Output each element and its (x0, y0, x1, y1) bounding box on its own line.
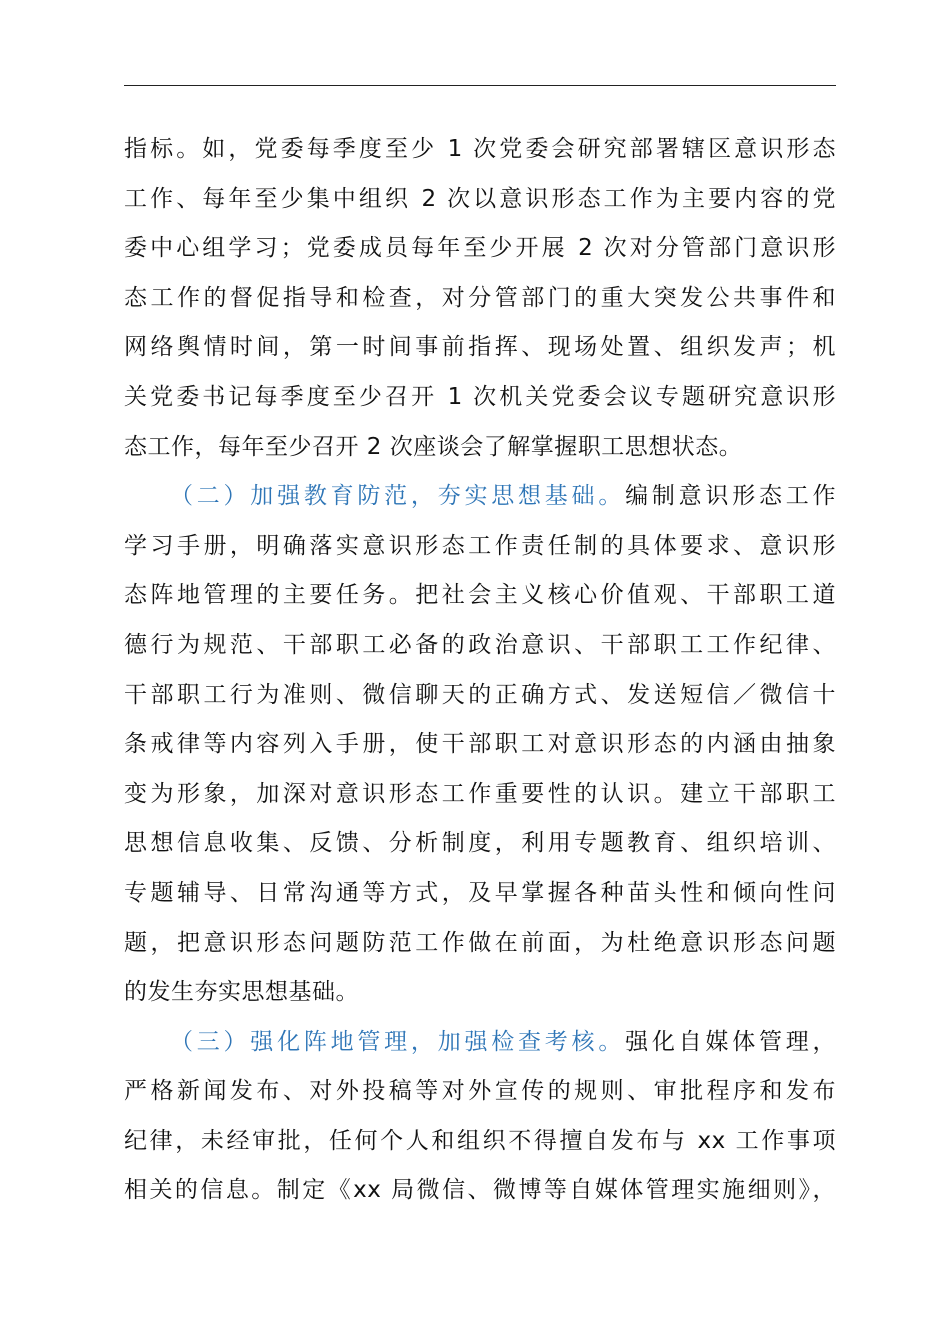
text-line: 学习手册，明确落实意识形态工作责任制的具体要求、意识形 (124, 532, 836, 559)
text-line: 委中心组学习；党委成员每年至少开展 2 次对分管部门意识形 (124, 235, 836, 262)
text-line: 专题辅导、日常沟通等方式，及早掌握各种苗头性和倾向性问 (124, 879, 836, 906)
text-line: 相关的信息。制定《xx 局微信、微博等自媒体管理实施细则》， (124, 1177, 836, 1204)
text-line: 态工作，每年至少召开 2 次座谈会了解掌握职工思想状态。 (124, 433, 743, 460)
text-line: 思想信息收集、反馈、分析制度，利用专题教育、组织培训、 (124, 830, 836, 857)
text-line: 变为形象，加深对意识形态工作重要性的认识。建立干部职工 (124, 780, 836, 807)
text-line: 态阵地管理的主要任务。把社会主义核心价值观、干部职工道 (124, 582, 836, 609)
paragraph-1 (124, 125, 836, 472)
text-line: 网络舆情时间，第一时间事前指挥、现场处置、组织发声；机 (124, 334, 836, 361)
text-line: 干部职工行为准则、微信聊天的正确方式、发送短信／微信十 (124, 681, 836, 708)
text-line: 工作、每年至少集中组织 2 次以意识形态工作为主要内容的党 (124, 185, 836, 212)
text-run: 编制意识形态工作 (625, 483, 837, 510)
header-rule (124, 85, 836, 86)
section-heading: （二）加强教育防范，夯实思想基础。 (170, 483, 626, 510)
body-text (124, 125, 836, 1216)
text-line: 态工作的督促指导和检查，对分管部门的重大突发公共事件和 (124, 284, 836, 311)
paragraph-2 (124, 472, 836, 1018)
text-line: 条戒律等内容列入手册，使干部职工对意识形态的内涵由抽象 (124, 731, 836, 758)
paragraph-first-line (124, 472, 836, 522)
text-line: 指标。如，党委每季度至少 1 次党委会研究部署辖区意识形态 (124, 136, 836, 162)
text-line: 关党委书记每季度至少召开 1 次机关党委会议专题研究意识形 (124, 383, 836, 410)
text-line: 题，把意识形态问题防范工作做在前面，为杜绝意识形态问题 (124, 929, 836, 956)
text-run: 强化自媒体管理， (625, 1028, 837, 1055)
paragraph-first-line (124, 1018, 836, 1068)
text-line: 德行为规范、干部职工必备的政治意识、干部职工工作纪律、 (124, 631, 836, 658)
text-line: 纪律，未经审批，任何个人和组织不得擅自发布与 xx 工作事项 (124, 1127, 836, 1154)
section-heading: （三）强化阵地管理，加强检查考核。 (170, 1028, 626, 1055)
paragraph-3 (124, 1018, 836, 1216)
text-line: 的发生夯实思想基础。 (124, 979, 359, 1006)
text-line: 严格新闻发布、对外投稿等对外宣传的规则、审批程序和发布 (124, 1078, 836, 1105)
